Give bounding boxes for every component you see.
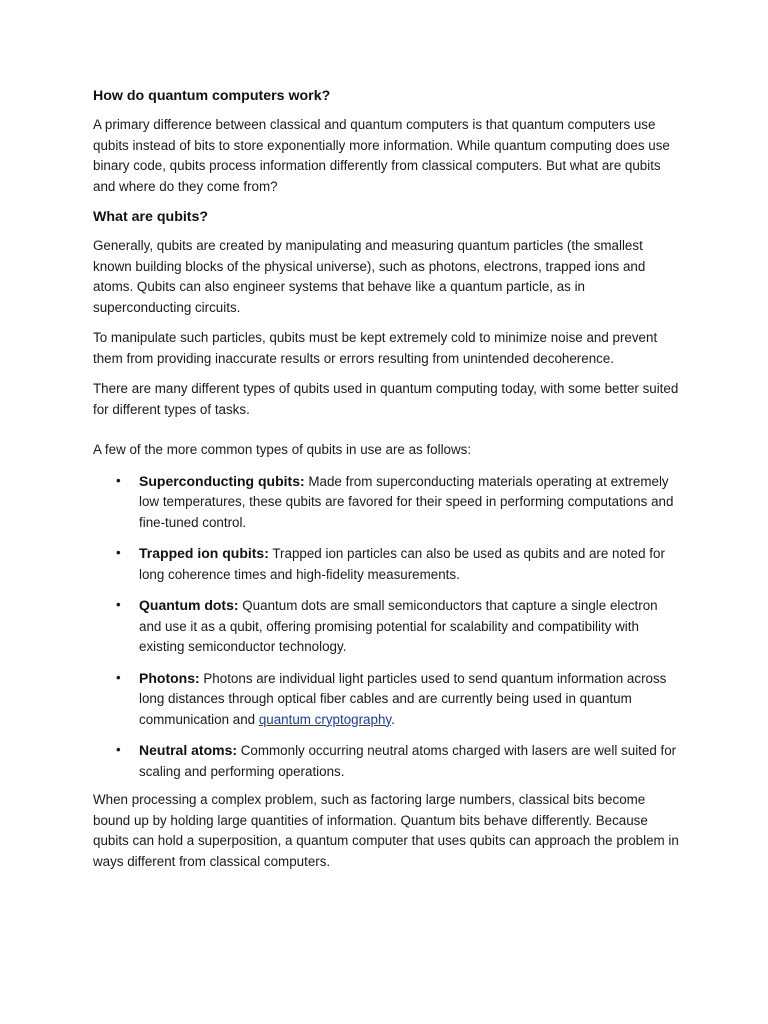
quantum-cryptography-link[interactable]: quantum cryptography: [258, 711, 392, 727]
paragraph-kept-cold: To manipulate such particles, qubits must be kept extremely cold to minimize noise and prevent them from providing inaccurate results or errors resulting from unintended decoherence.: [93, 330, 658, 366]
term-description-end: .: [391, 711, 395, 727]
bullet-icon: •: [116, 742, 121, 757]
list-intro: A few of the more common types of qubits in use are as follows:: [93, 442, 472, 457]
term-label: Neutral atoms:: [139, 742, 238, 758]
list-item-trapped-ion: [116, 543, 681, 585]
term-label: Trapped ion qubits:: [139, 545, 269, 561]
term-description: Made from superconducting materials operating at extremely low temperatures, these qubits are favored for their speed in performing computations and fine-tuned control.: [139, 473, 674, 530]
paragraph-intro: A primary difference between classical and quantum computers is that quantum computers use qubits instead of bits to store exponentially more information. While quantum computing does use binary code, qubits process information differently from classical computers. But what are qubits and where do they come from?: [93, 117, 670, 194]
paragraph-processing-problem: When processing a complex problem, such as factoring large numbers, classical bits become bound up by holding large quantities of information. Quantum bits behave differently. Because qubits can hold a superposition, a quantum computer that uses qubits can approach the problem in ways different from classical computers.: [93, 792, 679, 869]
qubit-types-list: [93, 471, 681, 783]
bullet-icon: •: [116, 472, 121, 488]
bullet-icon: •: [116, 597, 121, 612]
list-item-superconducting: [116, 471, 681, 534]
bullet-icon: •: [116, 545, 121, 560]
term-description: Commonly occurring neutral atoms charged with lasers are well suited for scaling and performing operations.: [139, 743, 677, 779]
heading-what-are-qubits: What are qubits?: [93, 209, 209, 225]
document-page: [93, 86, 681, 882]
term-label: Quantum dots:: [139, 597, 239, 613]
paragraph-qubits-created: Generally, qubits are created by manipulating and measuring quantum particles (the smallest known building blocks of the physical universe), such as photons, electrons, trapped ions and atoms. Qubits can also engineer systems that behave like a quantum particle, as in superconducting circuits.: [93, 238, 646, 315]
list-item-neutral-atoms: [116, 740, 681, 782]
term-label: Superconducting qubits:: [139, 472, 305, 489]
term-label: Photons:: [139, 669, 200, 686]
list-item-quantum-dots: [116, 595, 681, 658]
term-description: Quantum dots are small semiconductors that capture a single electron and use it as a qubit, offering promising potential for scalability and compatibility with existing semiconductor technology.: [139, 598, 658, 654]
paragraph-types-of-qubits: There are many different types of qubits used in quantum computing today, with some better suited for different types of tasks.: [93, 381, 679, 417]
bullet-icon: •: [116, 669, 121, 685]
heading-how-quantum-computers-work: How do quantum computers work?: [93, 88, 331, 104]
term-description: Photons are individual light particles used to send quantum information across long distances through optical fiber cables and are currently being used in quantum communication and: [139, 670, 667, 727]
list-item-photons: [116, 668, 681, 731]
term-description: Trapped ion particles can also be used as qubits and are noted for long coherence times and high-fidelity measurements.: [139, 546, 665, 582]
